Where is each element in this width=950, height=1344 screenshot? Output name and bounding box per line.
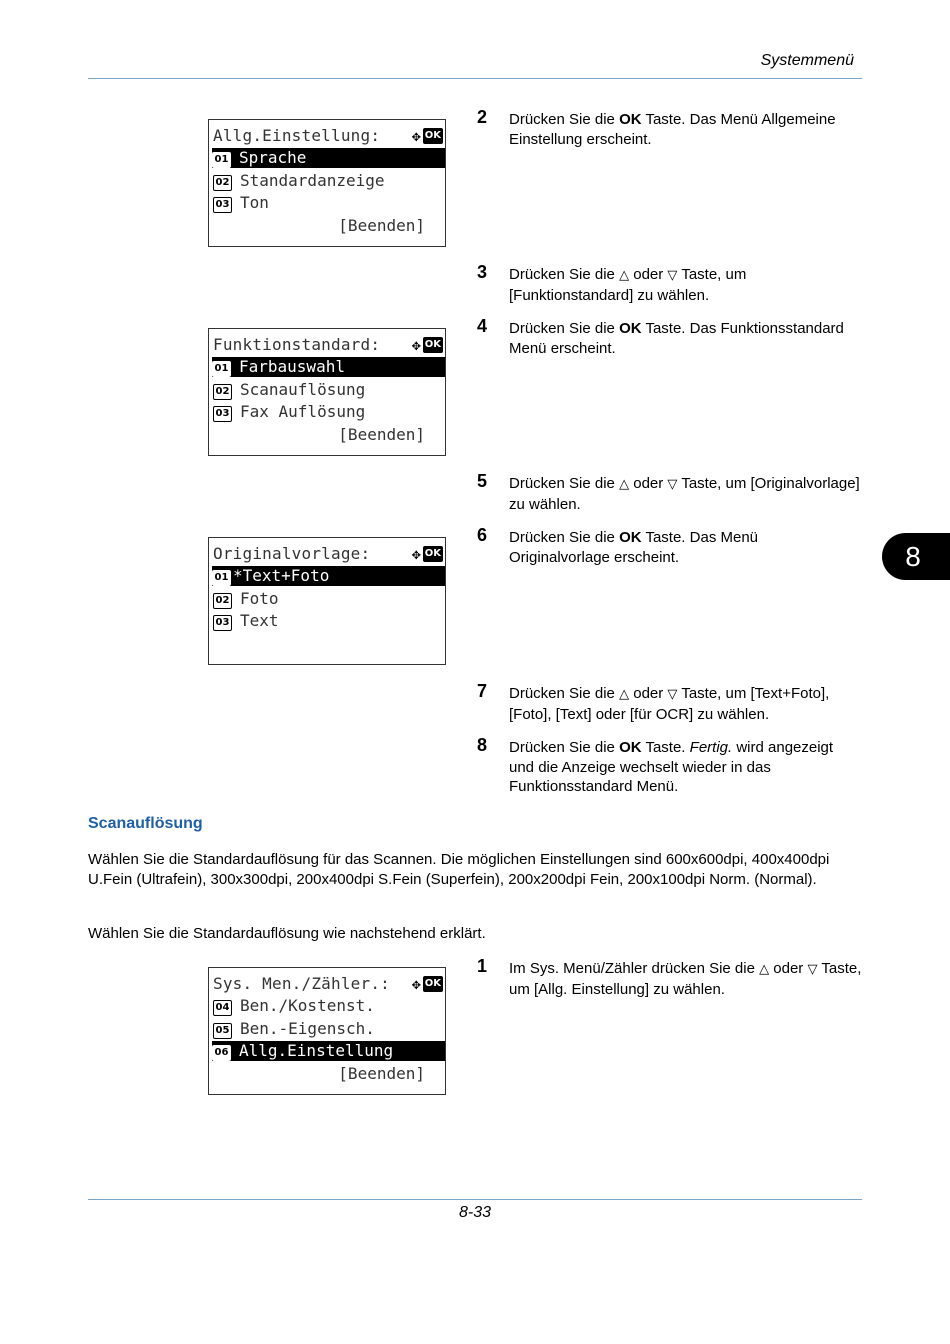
step-number: 1 — [477, 956, 488, 976]
lcd-item — [213, 193, 445, 213]
down-key-icon: ▽ — [807, 962, 818, 977]
running-header: Systemmenü — [760, 52, 854, 69]
lcd-item-label: Farbauswahl — [239, 357, 345, 376]
down-key-icon: ▽ — [667, 687, 678, 702]
item-number-badge: 03 — [213, 615, 232, 631]
lcd-item — [213, 611, 445, 631]
footer-rule — [88, 1199, 862, 1200]
lcd-title: Funktionstandard: — [213, 335, 381, 354]
lcd-title-row — [213, 335, 445, 355]
lcd-title-row — [213, 974, 445, 994]
step-text: wird angezeigt und die Anzeige wechselt wieder in das Funktionsstandard Menü. — [509, 739, 834, 795]
step-text: Im Sys. Menü/Zähler drücken Sie die — [509, 960, 760, 977]
step-number: 4 — [477, 316, 488, 336]
step-text: oder — [629, 685, 668, 702]
down-key-icon: ▽ — [667, 268, 678, 283]
step-8 — [477, 735, 862, 797]
step-1 — [477, 956, 862, 999]
item-number-badge: 03 — [213, 197, 232, 213]
lcd-item — [213, 589, 445, 609]
step-4 — [477, 316, 862, 358]
step-text: Drücken Sie die — [509, 111, 620, 128]
lcd-item-label: *Text+Foto — [233, 566, 330, 585]
step-2 — [477, 107, 862, 149]
lcd-title: Sys. Men./Zähler.: — [213, 974, 390, 993]
lcd-screen-allg-einstellung — [208, 119, 446, 247]
lcd-item — [213, 380, 445, 400]
step-text: Drücken Sie die — [509, 266, 620, 283]
step-7 — [477, 681, 862, 724]
ok-key-label: OK — [619, 529, 642, 546]
step-text: Drücken Sie die — [509, 739, 620, 756]
item-number-badge: 01 — [212, 361, 231, 377]
item-number-badge: 03 — [213, 406, 232, 422]
step-text: Drücken Sie die — [509, 475, 620, 492]
lcd-item-selected — [212, 357, 445, 377]
lcd-item-label: Ben.-Eigensch. — [240, 1019, 375, 1038]
down-key-icon: ▽ — [667, 477, 678, 492]
lcd-title: Originalvorlage: — [213, 544, 371, 563]
ok-key-icon: OK — [423, 976, 443, 992]
page-number: 8-33 — [458, 1204, 492, 1221]
step-text: Taste, um [Funktionstandard] zu wählen. — [509, 266, 747, 304]
step-5 — [477, 471, 862, 514]
header-rule — [88, 78, 862, 79]
ok-key-icon: OK — [423, 546, 443, 562]
item-number-badge: 04 — [213, 1000, 232, 1016]
lcd-screen-originalvorlage — [208, 537, 446, 665]
lcd-end-label: [Beenden] — [338, 216, 425, 235]
ok-key-label: OK — [619, 320, 642, 337]
lcd-item-label: Ben./Kostenst. — [240, 996, 375, 1015]
lcd-item-selected — [212, 148, 445, 168]
chapter-number: 8 — [905, 540, 921, 572]
lcd-item-label: Allg.Einstellung — [239, 1041, 394, 1060]
lcd-item — [213, 171, 445, 191]
lcd-title-row — [213, 126, 445, 146]
lcd-title-row — [213, 544, 445, 564]
ok-key-icon: OK — [423, 337, 443, 353]
step-number: 8 — [477, 735, 488, 755]
navigation-arrows-icon: ✥ — [411, 336, 421, 354]
lcd-title: Allg.Einstellung: — [213, 126, 381, 145]
up-key-icon: △ — [619, 268, 630, 283]
lcd-item-label: Scanauflösung — [240, 380, 366, 399]
lcd-item-label: Foto — [240, 589, 279, 608]
lcd-item-selected — [212, 1041, 445, 1061]
item-number-badge: 02 — [213, 384, 232, 400]
lcd-item — [213, 996, 445, 1016]
lcd-end-row — [213, 216, 445, 236]
item-number-badge: 05 — [213, 1023, 232, 1039]
step-number: 5 — [477, 471, 488, 491]
section-paragraph: Wählen Sie die Standardauflösung wie nachstehend erklärt. — [88, 925, 486, 942]
lcd-item-label: Standardanzeige — [240, 171, 385, 190]
step-text: Taste. — [641, 739, 690, 756]
lcd-item — [213, 402, 445, 422]
up-key-icon: △ — [759, 962, 770, 977]
step-text: oder — [629, 266, 668, 283]
step-text: Drücken Sie die — [509, 529, 620, 546]
item-number-badge: 01 — [212, 152, 231, 168]
lcd-end-label: [Beenden] — [338, 1064, 425, 1083]
step-number: 2 — [477, 107, 488, 127]
step-text: Taste. Das Menü Originalvorlage erscheint. — [509, 529, 759, 566]
step-text: Drücken Sie die — [509, 685, 620, 702]
step-text: Taste, um [Originalvorlage] zu wählen. — [509, 475, 860, 513]
lcd-item-label: Fax Auflösung — [240, 402, 366, 421]
lcd-item — [213, 1019, 445, 1039]
up-key-icon: △ — [619, 477, 630, 492]
lcd-item-selected — [212, 566, 445, 586]
chapter-tab — [882, 533, 950, 580]
lcd-item-label: Ton — [240, 193, 269, 212]
ok-key-label: OK — [619, 111, 642, 128]
lcd-end-row — [213, 1064, 445, 1084]
step-text: Taste. Das Menü Allgemeine Einstellung erscheint. — [509, 111, 836, 148]
up-key-icon: △ — [619, 687, 630, 702]
step-text: Drücken Sie die — [509, 320, 620, 337]
item-number-badge: 01 — [212, 570, 231, 586]
step-6 — [477, 525, 862, 567]
step-number: 3 — [477, 262, 488, 282]
step-number: 7 — [477, 681, 488, 701]
ok-key-icon: OK — [423, 128, 443, 144]
step-number: 6 — [477, 525, 488, 545]
step-text: Taste. Das Funktionsstandard Menü erscheint. — [509, 320, 844, 357]
step-text: oder — [629, 475, 668, 492]
ok-key-label: OK — [619, 739, 642, 756]
lcd-end-row — [213, 425, 445, 445]
section-paragraph: Wählen Sie die Standardauflösung für das Scannen. Die möglichen Einstellungen sind 600x600dpi, 400x400dpi U.Fein (Ultrafein), 300x300dpi, 200x400dpi S.Fein (Superfein), 200x200dpi Fein, 200x100dpi Norm. (Normal). — [88, 851, 830, 888]
lcd-end-label: [Beenden] — [338, 425, 425, 444]
lcd-item-label: Text — [240, 611, 279, 630]
item-number-badge: 06 — [212, 1045, 231, 1061]
lcd-screen-sys-menue — [208, 967, 446, 1095]
section-heading: Scanauflösung — [88, 815, 203, 832]
lcd-item-label: Sprache — [239, 148, 307, 167]
item-number-badge: 02 — [213, 175, 232, 191]
navigation-arrows-icon: ✥ — [411, 975, 421, 993]
navigation-arrows-icon: ✥ — [411, 545, 421, 563]
navigation-arrows-icon: ✥ — [411, 127, 421, 145]
lcd-screen-funktionstandard — [208, 328, 446, 456]
step-text: Taste, um [Text+Foto], [Foto], [Text] oder [für OCR] zu wählen. — [509, 685, 830, 723]
step-3 — [477, 262, 862, 305]
step-text: oder — [769, 960, 808, 977]
step-text: Taste, um [Allg. Einstellung] zu wählen. — [509, 960, 862, 998]
message-text: Fertig. — [689, 739, 733, 756]
item-number-badge: 02 — [213, 593, 232, 609]
